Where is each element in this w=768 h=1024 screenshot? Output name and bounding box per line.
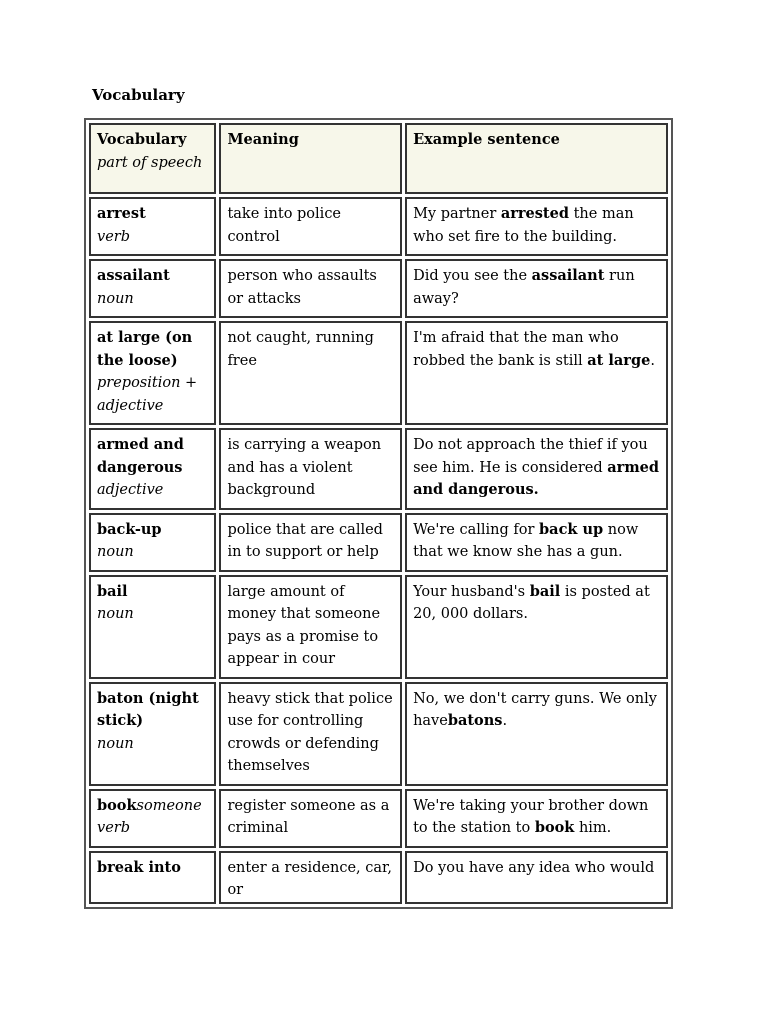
- example-text: Your husband's: [413, 583, 530, 600]
- header-meaning-label: Meaning: [227, 131, 299, 148]
- example-keyword: assailant: [531, 267, 605, 284]
- example-cell: [405, 259, 668, 318]
- example-keyword: armed and dangerous.: [413, 458, 660, 498]
- meaning-cell: register someone as a criminal: [219, 789, 402, 848]
- example-keyword: bail: [529, 582, 561, 600]
- term-cell: [89, 321, 216, 425]
- term: book: [97, 796, 137, 814]
- example-text: now that we know she has a gun.: [413, 521, 639, 560]
- meaning-cell: police that are called in to support or help: [219, 513, 402, 572]
- header-vocabulary-label: Vocabulary: [97, 131, 187, 148]
- example-cell: [405, 513, 668, 572]
- example-text: him.: [574, 820, 612, 836]
- meaning-cell: large amount of money that someone pays as a promise to appear in cour: [219, 575, 402, 679]
- table-row: [89, 428, 668, 510]
- part-of-speech: verb: [97, 820, 130, 836]
- meaning-cell: person who assaults or attacks: [219, 259, 402, 318]
- page-title: Vocabulary: [92, 86, 185, 104]
- term: armed and dangerous: [97, 436, 184, 476]
- term-suffix: someone: [136, 797, 202, 814]
- term: arrest: [97, 205, 146, 222]
- term-cell: [89, 513, 216, 572]
- term-cell: [89, 575, 216, 679]
- table-header-row: [89, 123, 668, 194]
- example-text: I'm afraid that the man who robbed the bank is still: [413, 330, 619, 369]
- part-of-speech: adjective: [97, 482, 164, 498]
- header-example: [405, 123, 668, 194]
- part-of-speech: noun: [97, 544, 134, 560]
- example-text: is posted at 20, 000 dollars.: [413, 583, 650, 622]
- term-cell: [89, 428, 216, 510]
- example-text: Do you have any idea who would: [413, 859, 655, 876]
- meaning-cell: take into police control: [219, 197, 402, 256]
- example-cell: [405, 789, 668, 848]
- example-cell: [405, 851, 668, 904]
- term: at large (on the loose): [97, 329, 193, 369]
- example-text: Did you see the: [413, 268, 532, 284]
- example-text: run away?: [413, 268, 635, 307]
- term-cell: [89, 259, 216, 318]
- term: bail: [97, 582, 128, 600]
- part-of-speech: verb: [97, 228, 130, 245]
- example-keyword: batons: [447, 712, 503, 729]
- meaning-cell: not caught, running free: [219, 321, 402, 425]
- part-of-speech: noun: [97, 735, 134, 752]
- part-of-speech: preposition + adjective: [97, 375, 198, 414]
- table-row: [89, 575, 668, 679]
- table-row: [89, 682, 668, 786]
- term-cell: [89, 789, 216, 848]
- example-keyword: arrested: [500, 205, 569, 222]
- term-cell: [89, 851, 216, 904]
- term: assailant: [97, 267, 170, 284]
- meaning-cell: heavy stick that police use for controlling crowds or defending themselves: [219, 682, 402, 786]
- example-keyword: back up: [539, 520, 604, 538]
- table-row: [89, 197, 668, 256]
- part-of-speech: noun: [97, 290, 134, 307]
- table-row: [89, 321, 668, 425]
- term-cell: [89, 197, 216, 256]
- example-text: the man who set fire to the building.: [413, 206, 634, 245]
- example-text: No, we don't carry guns. We only have: [413, 690, 657, 729]
- example-text: My partner: [413, 206, 501, 222]
- vocabulary-table: [84, 118, 673, 909]
- example-cell: [405, 575, 668, 679]
- header-vocabulary: [89, 123, 216, 194]
- term-cell: [89, 682, 216, 786]
- example-cell: [405, 321, 668, 425]
- part-of-speech: noun: [97, 606, 134, 622]
- example-keyword: at large: [587, 351, 651, 369]
- table-row: [89, 851, 668, 904]
- term: back-up: [97, 520, 162, 538]
- example-text: We're taking your brother down to the station to: [413, 797, 649, 836]
- meaning-cell: is carrying a weapon and has a violent background: [219, 428, 402, 510]
- example-cell: [405, 197, 668, 256]
- term: break into: [97, 858, 181, 876]
- example-text: We're calling for: [413, 521, 540, 538]
- example-text: Do not approach the thief if you see him. He is considered: [413, 437, 648, 476]
- header-example-label: Example sentence: [413, 131, 560, 148]
- table-row: [89, 513, 668, 572]
- header-part-of-speech-label: part of speech: [97, 154, 203, 171]
- meaning-cell: enter a residence, car, or: [219, 851, 402, 904]
- example-text: .: [650, 352, 655, 369]
- table-row: [89, 789, 668, 848]
- example-cell: [405, 428, 668, 510]
- table-row: [89, 259, 668, 318]
- example-cell: [405, 682, 668, 786]
- example-keyword: book: [534, 819, 575, 836]
- example-text: .: [502, 713, 508, 729]
- term: baton (night stick): [97, 689, 199, 729]
- header-meaning: [219, 123, 402, 194]
